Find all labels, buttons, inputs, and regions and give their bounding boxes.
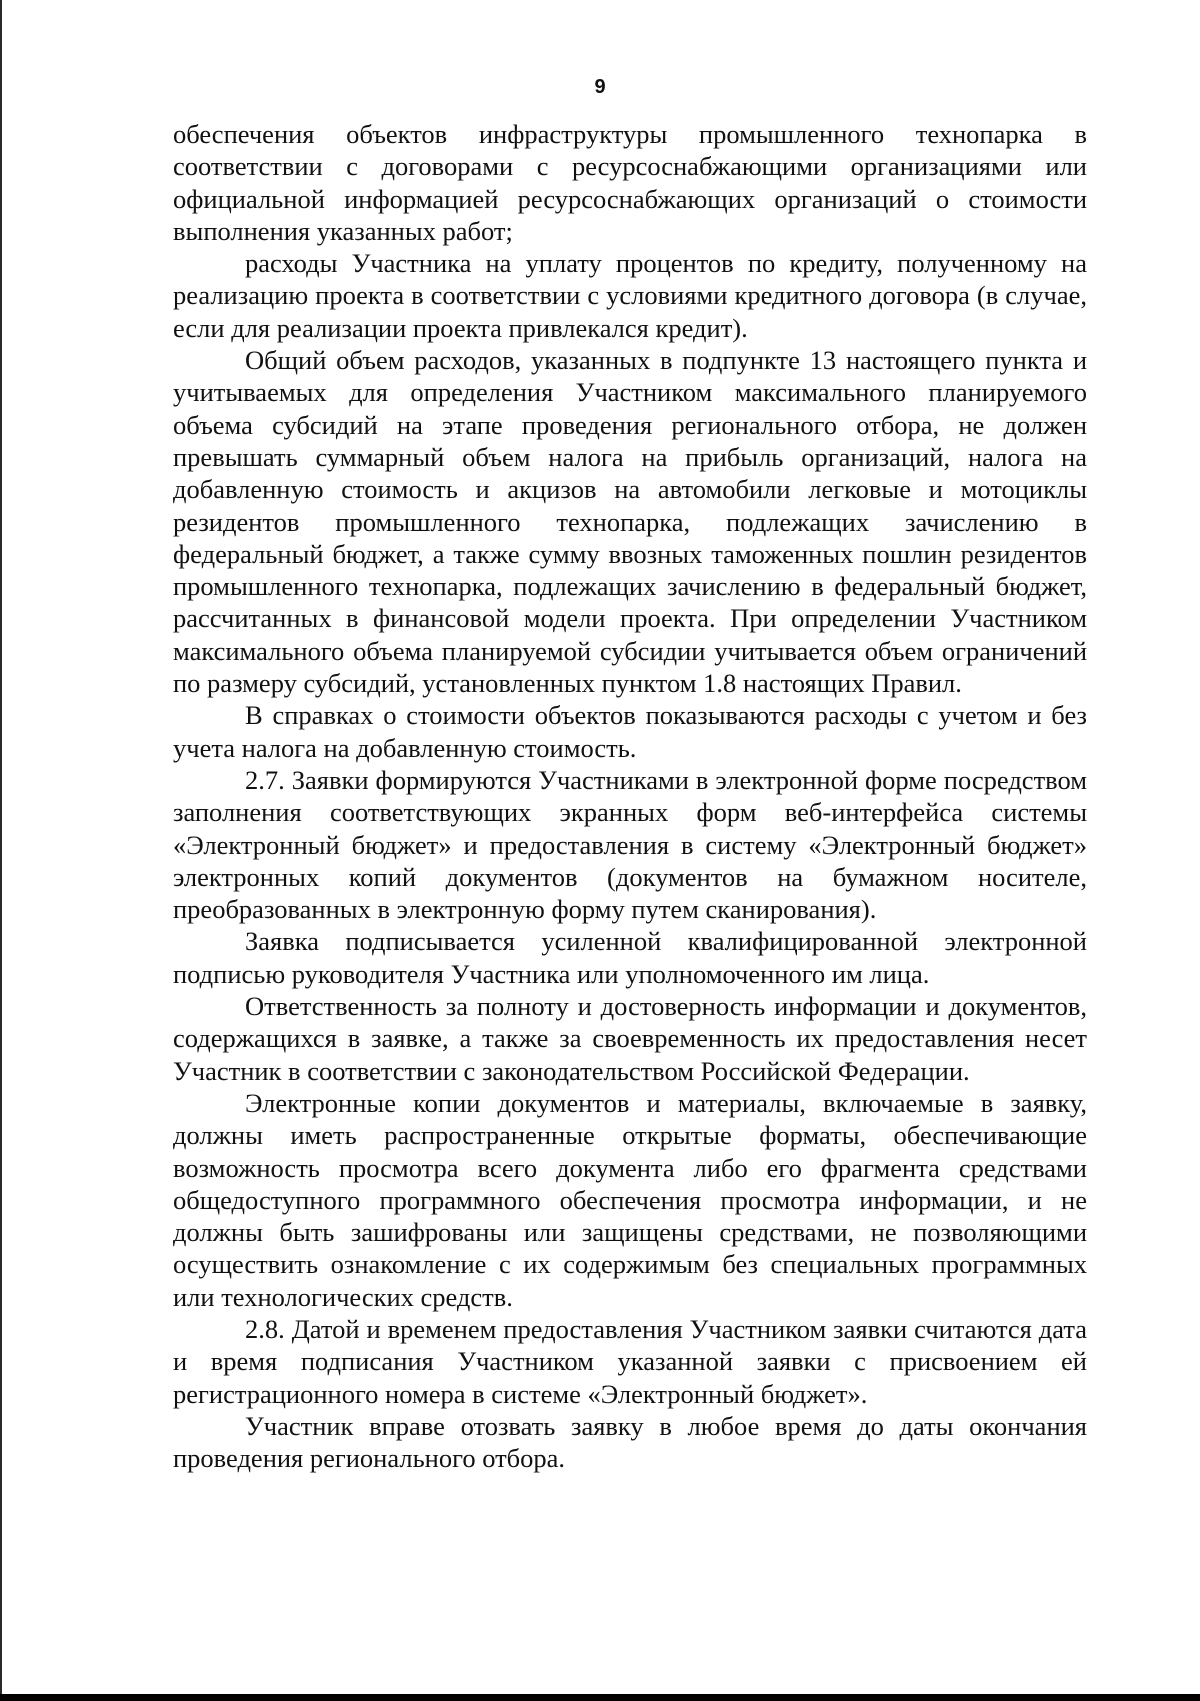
paragraph-cost-statements: В справках о стоимости объектов показываются расходы с учетом и без учета налога на добавленную стоимость. (173, 700, 1087, 763)
scan-edge-bottom (0, 1694, 1200, 1701)
paragraph-2-8: 2.8. Датой и временем предоставления Участником заявки считаются дата и время подписания Участником указанной заявки с присвоением ей регистрационного номера в системе «Электронный бюджет». (173, 1313, 1087, 1409)
paragraph-total-expenses: Общий объем расходов, указанных в подпункте 13 настоящего пункта и учитываемых для определения Участником максимального планируемого объема субсидий на этапе проведения регионального отбора, не должен превышать суммарный объем налога на прибыль организаций, налога на добавленную стоимость и акцизов на автомобили легковые и мотоциклы резидентов промышленного технопарка, подлежащих зачислению в федеральный бюджет, а также сумму ввозных таможенных пошлин резидентов промышленного технопарка, подлежащих зачислению в федеральный бюджет, рассчитанных в финансовой модели проекта. При определении Участником максимального объема планируемой субсидии учитывается объем ограничений по размеру субсидий, установленных пунктом 1.8 настоящих Правил. (173, 345, 1087, 699)
paragraph-electronic-copies: Электронные копии документов и материалы, включаемые в заявку, должны иметь распространенные открытые форматы, обеспечивающие возможность просмотра всего документа либо его фрагмента средствами общедоступного программного обеспечения просмотра информации, и не должны быть зашифрованы или защищены средствами, не позволяющими осуществить ознакомление с их содержимым без специальных программных или технологических средств. (173, 1087, 1087, 1312)
document-body (173, 118, 1087, 1474)
paragraph-responsibility: Ответственность за полноту и достоверность информации и документов, содержащихся в заявке, а также за своевременность их предоставления несет Участник в соответствии с законодательством Российской Федерации. (173, 991, 1087, 1086)
page-number: 9 (594, 76, 606, 98)
paragraph-2-7: 2.7. Заявки формируются Участниками в электронной форме посредством заполнения соответствующих экранных форм веб-интерфейса системы «Электронный бюджет» и предоставления в систему «Электронный бюджет» электронных копий документов (документов на бумажном носителе, преобразованных в электронную форму путем сканирования). (173, 764, 1087, 925)
paragraph-continuation: обеспечения объектов инфраструктуры промышленного технопарка в соответствии с договорами с ресурсоснабжающими организациями или официальной информацией ресурсоснабжающих организаций о стоимости выполнения указанных работ; (173, 119, 1087, 246)
paragraph-credit-interest: расходы Участника на уплату процентов по кредиту, полученному на реализацию проекта в соответствии с условиями кредитного договора (в случае, если для реализации проекта привлекался кредит). (173, 248, 1087, 343)
scan-edge-left (0, 0, 2, 1701)
paragraph-signature: Заявка подписывается усиленной квалифицированной электронной подписью руководителя Участника или уполномоченного им лица. (173, 926, 1087, 989)
paragraph-withdrawal: Участник вправе отозвать заявку в любое время до даты окончания проведения регионального отбора. (173, 1410, 1087, 1474)
